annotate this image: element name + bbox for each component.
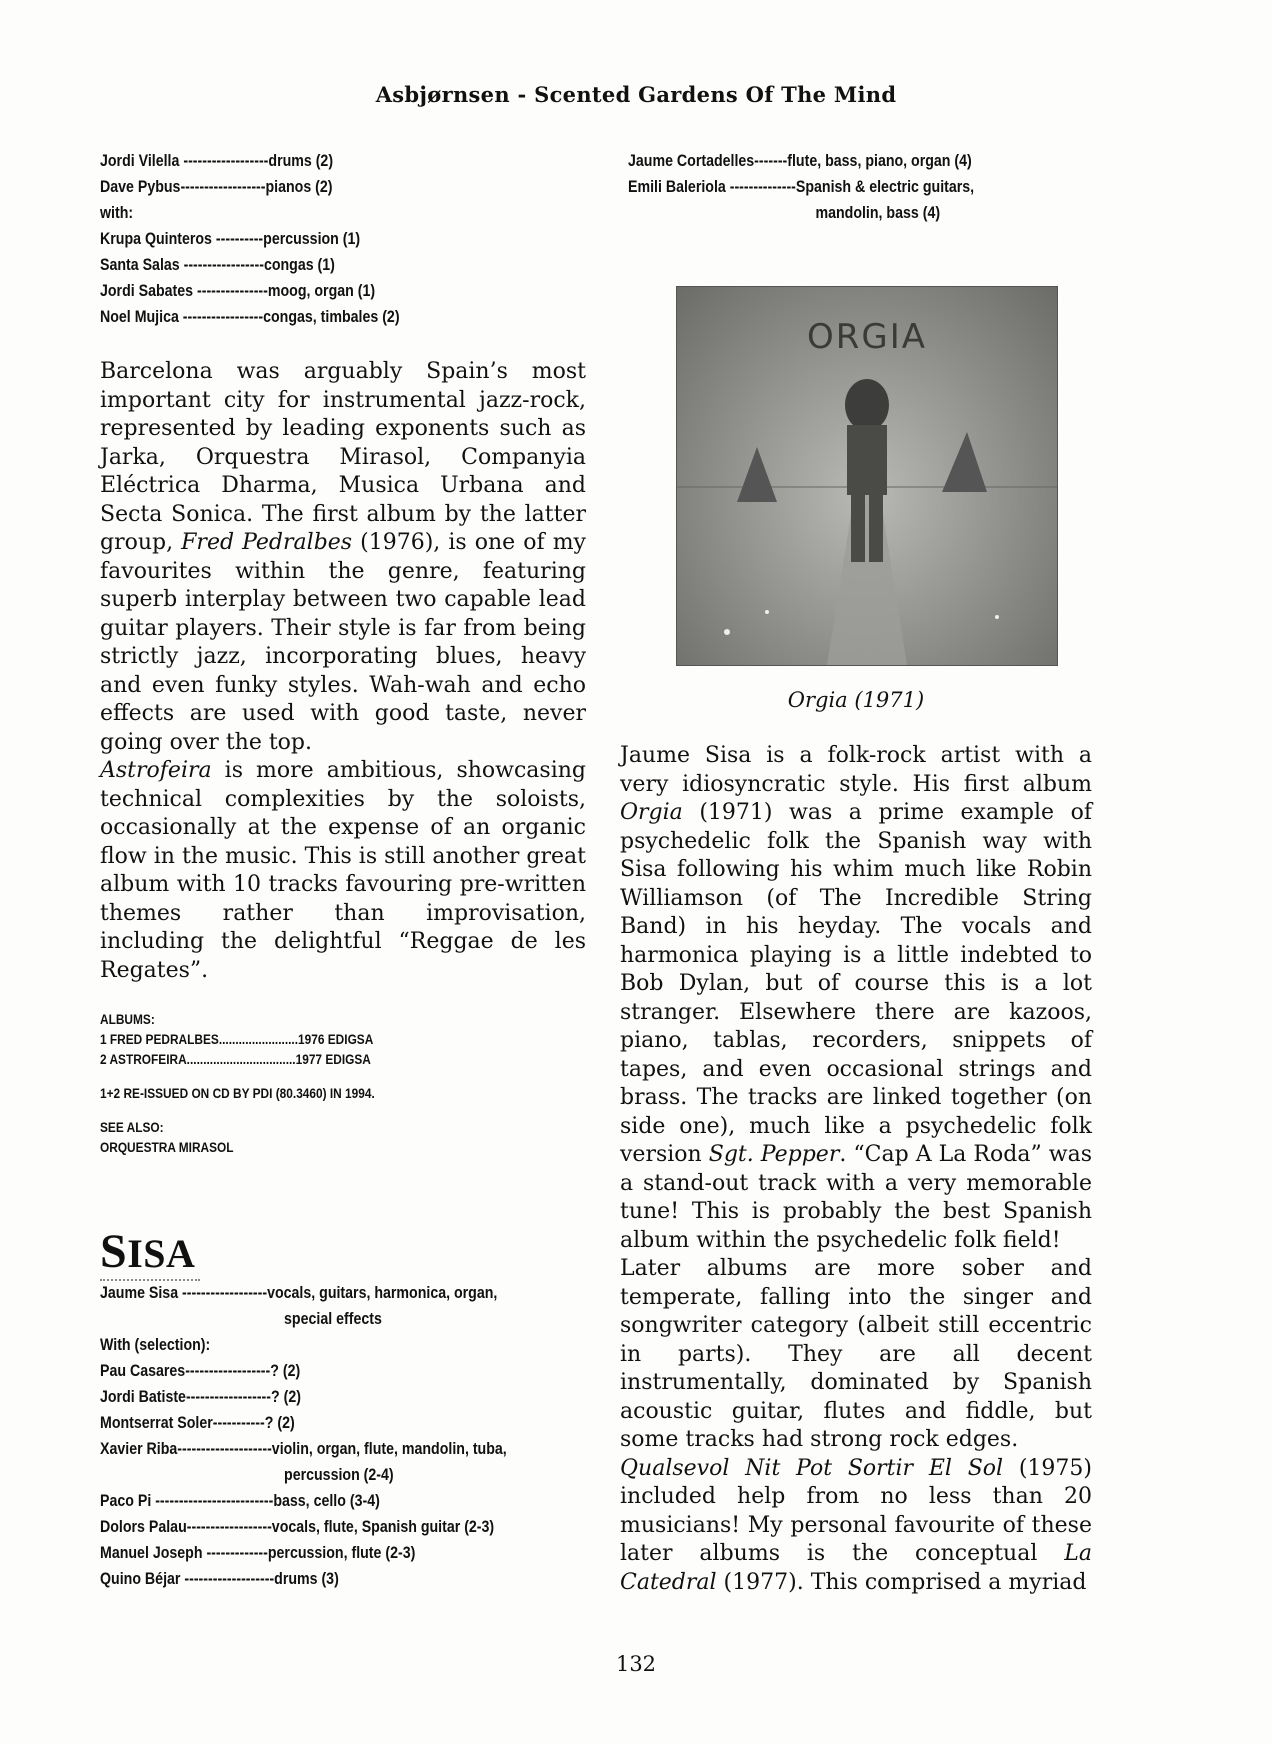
running-header: Asbjørnsen - Scented Gardens Of The Mind (375, 82, 897, 107)
article-paragraph: Qualsevol Nit Pot Sortir El Sol (1975) included help from no less than 20 musicians! My personal favourite of these later albums is the conceptual La Catedral (1977). This comprised a myriad (620, 1455, 1092, 1595)
article-paragraph: Jaume Sisa is a folk-rock artist with a very idiosyncratic style. His first album Orgia (1971) was a prime example of psychedelic folk the Spanish way with Sisa following his whim much like Robin Williamson (of The Incredible String Band) in his heyday. The vocals and harmonica playing is a little indebted to Bob Dylan, but of course this is a lot stranger. Elsewhere there are kazoos, piano, tablas, recorders, snippets of tapes, and even occasional strings and brass. The tracks are linked together (on side one), much like a psychedelic folk version Sgt. Pepper. “Cap A La Roda” was a stand-out track with a very memorable tune! This is probably the best Spanish album within the psychedelic folk field! (620, 743, 1092, 1253)
sisa-credits-list (100, 1280, 586, 1592)
cover-title: ORGIA (806, 317, 928, 357)
album-title: Fred Pedralbes (181, 530, 353, 555)
credit-row: Jaume Cortadelles-------flute, bass, piano, organ (4) (628, 152, 972, 170)
album-title: Qualsevol Nit Pot Sortir El Sol (620, 1455, 1004, 1481)
credit-row: Emili Baleriola --------------Spanish & electric guitars, (628, 178, 975, 196)
credit-row: Jaume Sisa ------------------vocals, guitars, harmonica, organ, (100, 1284, 498, 1302)
secta-sonica-article (100, 358, 586, 985)
credit-row: Jordi Vilella ------------------drums (2) (100, 152, 334, 170)
album-title: Astrofeira (100, 758, 212, 783)
section-title: SISA (100, 1224, 586, 1281)
article-paragraph: Later albums are more sober and temperate, falling into the singer and songwriter category (albeit still eccentric in parts). They are all decent instrumentally, dominated by Spanish acoustic guitar, flutes and fiddle, but some tracks had strong rock edges. (620, 1256, 1092, 1452)
article-paragraph: Astrofeira is more ambitious, showcasing technical complexities by the soloists, occasionally at the expense of an organic flow in the music. This is still another great album with 10 tracks favouring pre-written themes rather than improvisation, including the delightful “Reggae de les Regates”. (100, 758, 586, 983)
albums-section (100, 1010, 584, 1158)
sisa-article (620, 742, 1092, 1597)
album-title: Sgt. Pepper (708, 1142, 840, 1167)
credit-row: Jordi Sabates ---------------moog, organ (1) (100, 282, 376, 300)
credit-row: with: (100, 204, 134, 222)
albums-heading: ALBUMS: (100, 1012, 155, 1027)
credit-row: Quino Béjar -------------------drums (3) (100, 1570, 339, 1588)
see-also-heading: SEE ALSO: (100, 1120, 164, 1135)
credit-row: Dolors Palau------------------vocals, flute, Spanish guitar (2-3) (100, 1518, 495, 1536)
credit-row-continued: percussion (2-4) (284, 1466, 394, 1484)
credit-row: Manuel Joseph -------------percussion, flute (2-3) (100, 1544, 416, 1562)
album-entry: 2 ASTROFEIRA.................................1977 EDIGSA (100, 1052, 371, 1067)
cover-illustration (677, 287, 1057, 665)
album-title: La Catedral (620, 1541, 1092, 1595)
credit-row: Noel Mujica -----------------congas, timbales (2) (100, 308, 400, 326)
credit-row-continued: special effects (284, 1310, 382, 1328)
album-entry: 1 FRED PEDRALBES........................1976 EDIGSA (100, 1032, 374, 1047)
credit-row: Krupa Quinteros ----------percussion (1) (100, 230, 361, 248)
album-title: Orgia (620, 800, 683, 825)
see-also-link: ORQUESTRA MIRASOL (100, 1140, 234, 1155)
band-credits-list (100, 148, 586, 330)
cover-caption: Orgia (1971) (787, 688, 925, 712)
credit-row: Santa Salas -----------------congas (1) (100, 256, 335, 274)
page-number: 132 (615, 1652, 657, 1676)
band-credits-list-continued (628, 148, 1114, 226)
album-cover-image (676, 286, 1058, 666)
credit-row-continued: mandolin, bass (4) (815, 204, 941, 222)
credit-row: Montserrat Soler-----------? (2) (100, 1414, 295, 1432)
credit-row: Paco Pi -------------------------bass, cello (3-4) (100, 1492, 380, 1510)
credit-row: Pau Casares------------------? (2) (100, 1362, 301, 1380)
reissue-note: 1+2 RE-ISSUED ON CD BY PDI (80.3460) IN 1994. (100, 1086, 375, 1101)
credit-row: Xavier Riba--------------------violin, organ, flute, mandolin, tuba, (100, 1440, 507, 1458)
credit-row: Jordi Batiste------------------? (2) (100, 1388, 301, 1406)
credit-subheading: With (selection): (100, 1336, 211, 1354)
article-paragraph: Barcelona was arguably Spain’s most important city for instrumental jazz-rock, represented by leading exponents such as Jarka, Orquestra Mirasol, Companyia Eléctrica Dharma, Musica Urbana and Secta Sonica. The first album by the latter group, Fred Pedralbes (1976), is one of my favourites within the genre, featuring superb interplay between two capable lead guitar players. Their style is far from being strictly jazz, incorporating blues, heavy and even funky styles. Wah-wah and echo effects are used with good taste, never going over the top. (100, 359, 586, 755)
credit-row: Dave Pybus------------------pianos (2) (100, 178, 333, 196)
